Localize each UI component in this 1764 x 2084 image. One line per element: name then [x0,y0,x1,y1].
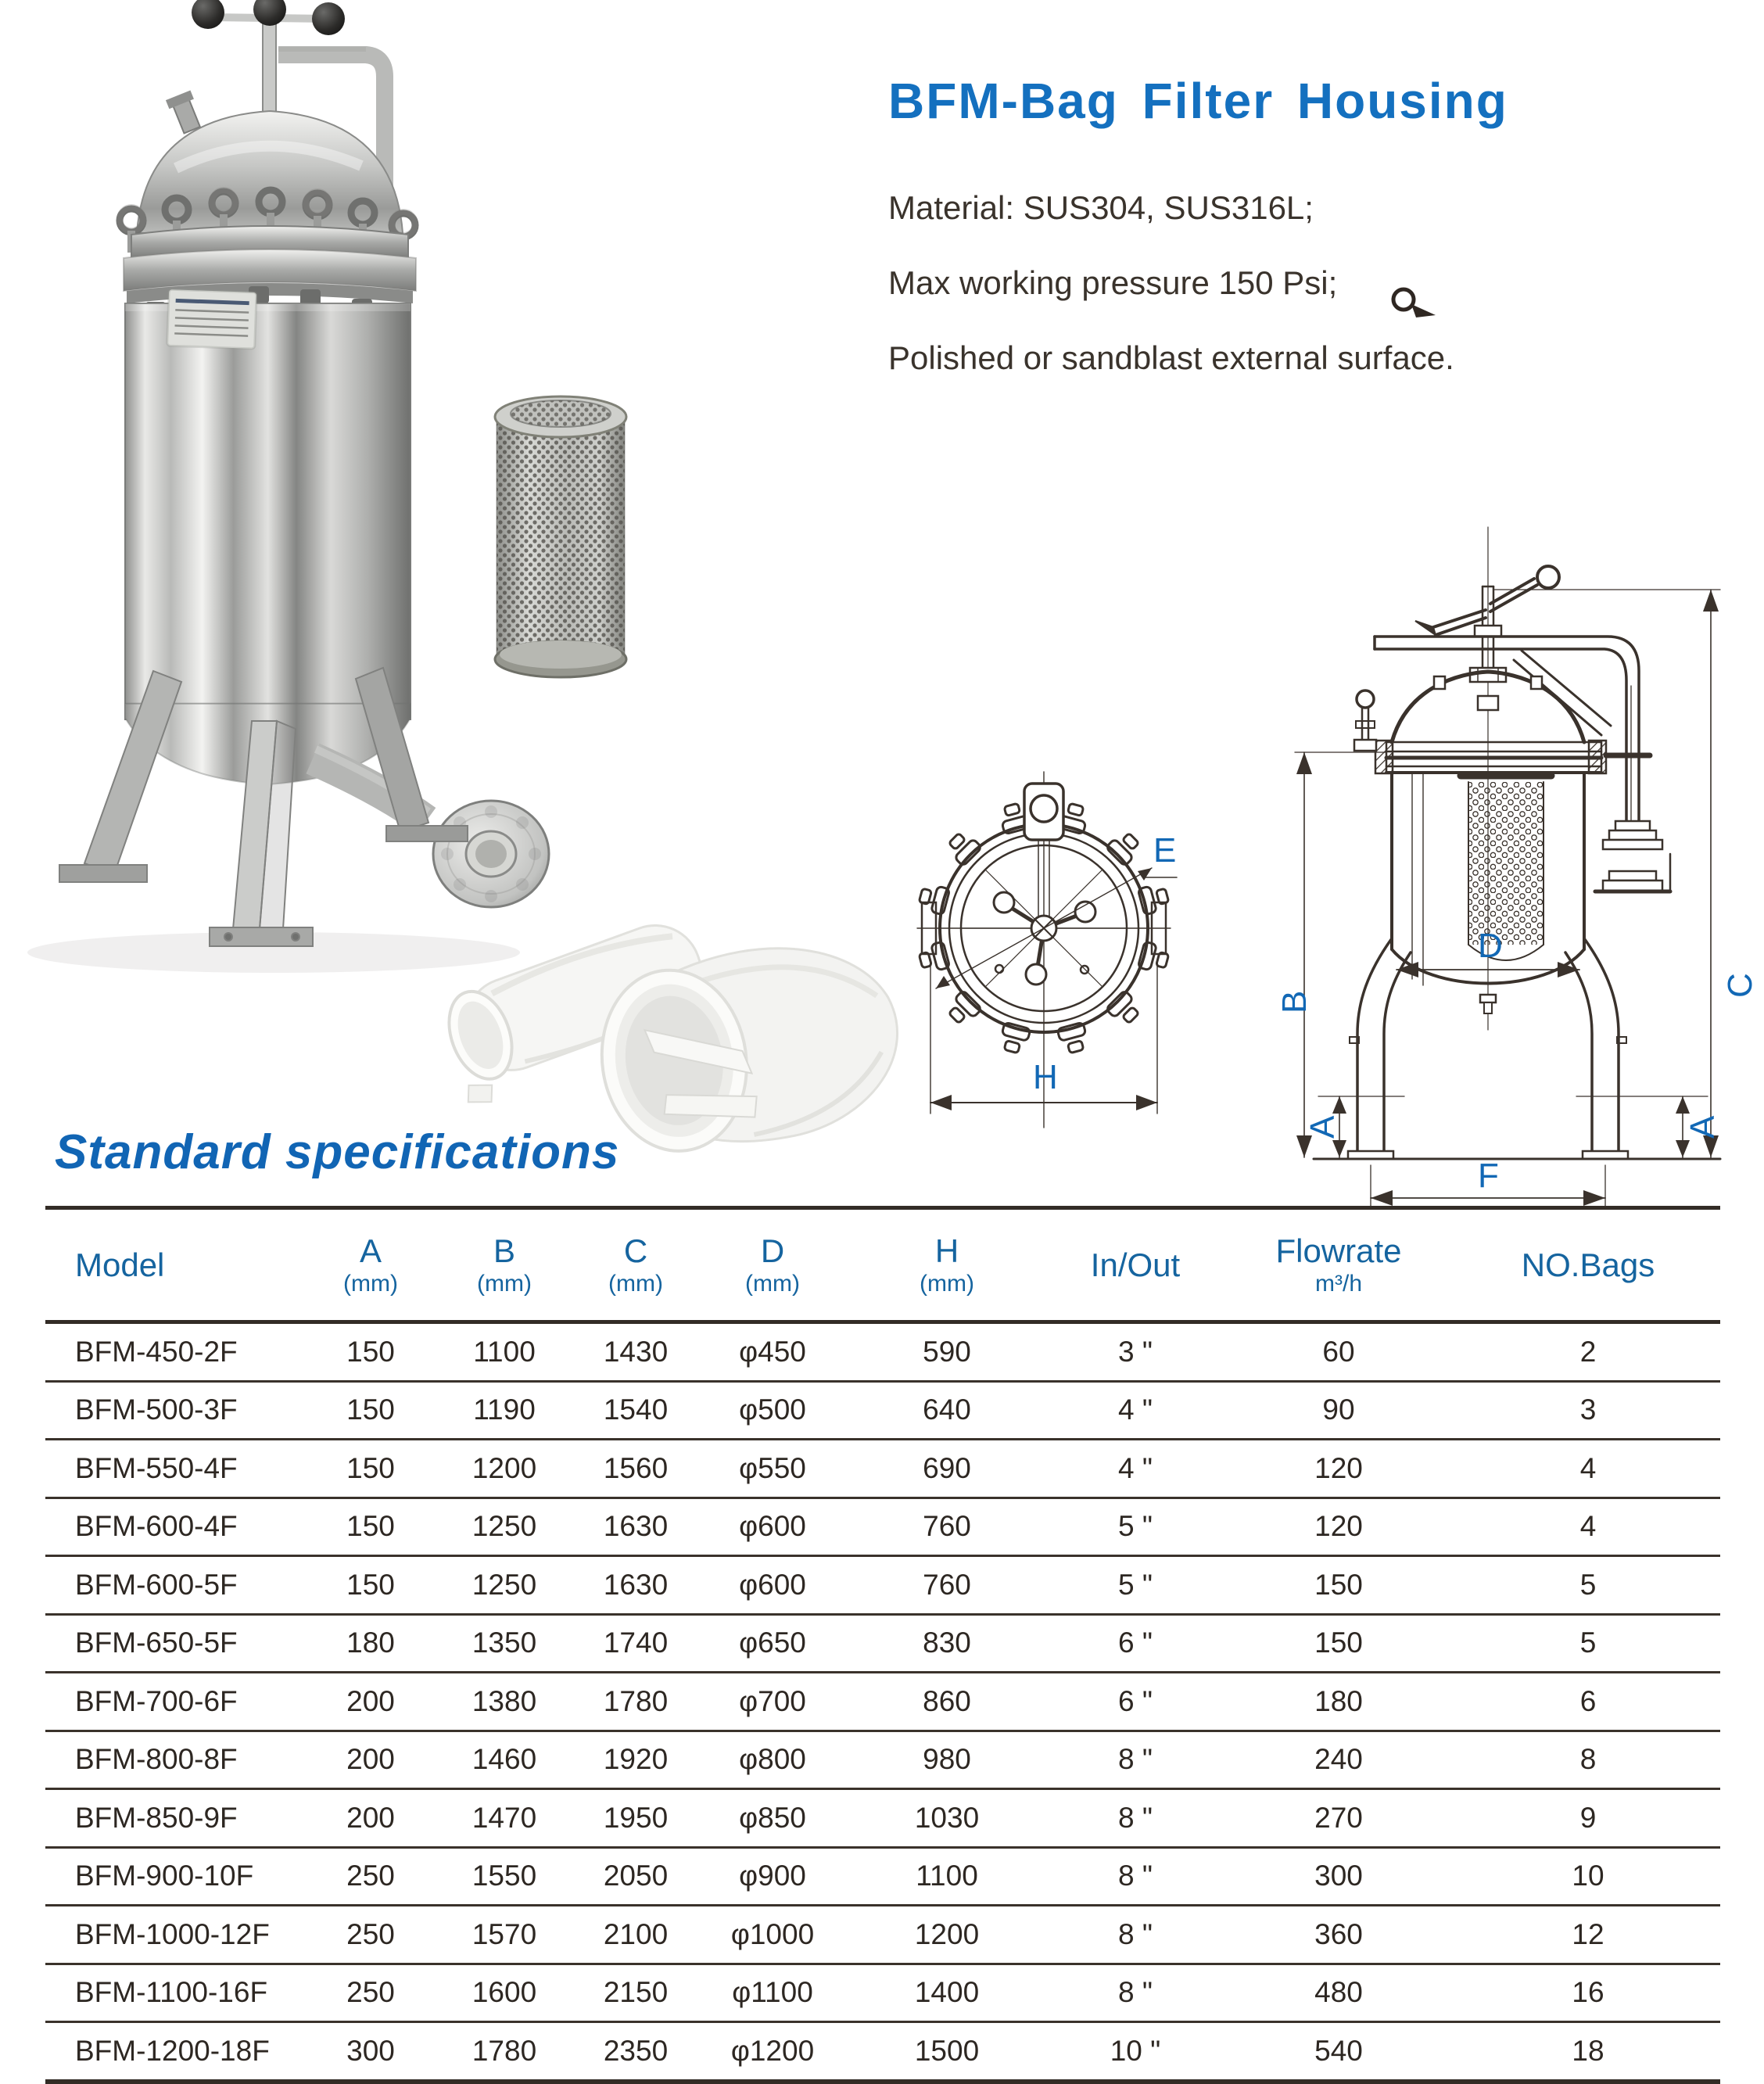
table-cell: φ600 [739,1510,806,1543]
table-cell: BFM-1000-12F [75,1917,270,1950]
table-cell: 4 " [1118,1451,1153,1484]
table-cell: BFM-800-8F [75,1743,238,1776]
table-cell: 590 [923,1335,971,1368]
table-cell: 1190 [473,1394,536,1426]
table-row [45,1440,1720,1499]
table-row [45,1965,1720,2024]
table-cell: 18 [1572,2034,1604,2067]
table-cell: 760 [923,1568,971,1601]
table-cell: 1780 [471,2034,537,2067]
table-row [45,1616,1720,1674]
table-cell: BFM-550-4F [75,1451,238,1484]
dim-label-d: D [1478,927,1503,965]
table-cell: 60 [1322,1335,1355,1368]
table-cell: BFM-850-9F [75,1801,238,1834]
section-heading: Standard specifications [55,1125,620,1179]
table-cell: 1200 [914,1917,980,1950]
spec-table [45,1206,1720,2084]
table-cell: 250 [346,1860,395,1892]
table-cell: φ450 [739,1335,806,1368]
product-description [888,170,1454,396]
table-row [45,1557,1720,1616]
table-cell: 9 [1579,1801,1597,1834]
table-cell: 2 [1579,1335,1597,1368]
column-header-model: Model [75,1246,165,1283]
column-header-h: H (mm) [920,1232,974,1297]
spec-table-body [45,1324,1720,2079]
table-cell: φ850 [739,1801,806,1834]
table-cell: φ700 [739,1684,806,1717]
table-cell: 8 " [1118,1917,1153,1950]
table-cell: φ600 [739,1568,806,1601]
table-cell: 2050 [603,1860,669,1892]
table-cell: 5 [1579,1568,1597,1601]
table-cell: 150 [346,1451,395,1484]
table-cell: BFM-450-2F [75,1335,238,1368]
table-cell: 980 [923,1743,971,1776]
table-cell: 1350 [471,1627,537,1659]
nameplate [167,289,256,349]
dim-label-a-right: A [1683,1115,1722,1139]
dim-label-f: F [1478,1157,1499,1195]
table-cell: 120 [1314,1451,1363,1484]
table-row [45,1673,1720,1732]
table-cell: 270 [1314,1801,1363,1834]
dim-label-a-left: A [1303,1115,1342,1139]
table-cell: 240 [1314,1743,1363,1776]
side-view-drawing [1273,518,1762,1229]
table-cell: BFM-1200-18F [75,2034,270,2067]
table-cell: 1250 [471,1510,537,1543]
table-cell: 4 [1579,1510,1597,1543]
table-cell: 1500 [914,2034,980,2067]
table-cell: 150 [346,1394,395,1426]
table-cell: 300 [346,2034,395,2067]
table-cell: 640 [923,1394,971,1426]
table-cell: BFM-650-5F [75,1627,238,1659]
surface-line: Polished or sandblast external surface. [888,339,1454,376]
table-cell: 1740 [603,1627,669,1659]
table-cell: 1460 [471,1743,537,1776]
table-cell: BFM-900-10F [75,1860,254,1892]
table-cell: φ1200 [730,2034,815,2067]
table-cell: 1630 [603,1510,669,1543]
table-cell: 540 [1314,2034,1363,2067]
table-cell: 16 [1572,1976,1604,2009]
top-view-drawing [887,760,1263,1163]
page-title: BFM-Bag Filter Housing [888,73,1508,129]
table-cell: 5 [1579,1627,1597,1659]
table-cell: 690 [923,1451,971,1484]
table-row [45,1499,1720,1558]
table-cell: 5 " [1118,1510,1153,1543]
column-header-b: B (mm) [477,1232,532,1297]
table-cell: 1540 [603,1394,669,1426]
dim-label-h: H [1033,1058,1058,1096]
table-row [45,1790,1720,1849]
table-cell: 1200 [471,1451,537,1484]
table-cell: 1950 [603,1801,669,1834]
table-cell: 760 [923,1510,971,1543]
table-cell: 1920 [603,1743,669,1776]
table-cell: 180 [1314,1684,1363,1717]
column-header-inout: In/Out [1090,1246,1181,1283]
table-cell: 8 [1579,1743,1597,1776]
vessel-body [125,303,411,719]
table-cell: 1380 [471,1684,537,1717]
table-cell: φ1000 [730,1917,815,1950]
column-header-a: A (mm) [343,1232,398,1297]
table-cell: 150 [1314,1568,1363,1601]
table-cell: 250 [346,1976,395,2009]
table-cell: 150 [346,1335,395,1368]
table-cell: 6 " [1118,1627,1153,1659]
dim-label-c: C [1721,973,1759,998]
column-header-c: C (mm) [608,1232,663,1297]
table-cell: 90 [1322,1394,1355,1426]
table-row [45,1383,1720,1441]
column-header-flowrate: Flowrate m³/h [1275,1232,1402,1297]
column-header-bags: NO.Bags [1521,1246,1655,1283]
table-cell: 3 " [1118,1335,1153,1368]
table-cell: 480 [1314,1976,1363,2009]
table-cell: 120 [1314,1510,1363,1543]
dim-label-e: E [1153,831,1177,870]
table-cell: BFM-600-5F [75,1568,238,1601]
table-cell: 860 [923,1684,971,1717]
table-cell: 1100 [916,1860,978,1892]
table-cell: BFM-1100-16F [75,1976,268,2009]
table-cell: φ800 [739,1743,806,1776]
table-cell: 150 [346,1510,395,1543]
table-cell: 12 [1572,1917,1604,1950]
table-cell: BFM-700-6F [75,1684,238,1717]
table-cell: 2350 [603,2034,669,2067]
table-cell: 200 [346,1743,395,1776]
table-cell: 3 [1579,1394,1597,1426]
table-cell: 4 " [1118,1394,1153,1426]
table-cell: BFM-500-3F [75,1394,238,1426]
table-cell: 200 [346,1684,395,1717]
table-cell: φ650 [739,1627,806,1659]
table-cell: φ1100 [732,1976,813,2009]
table-cell: 1630 [603,1568,669,1601]
pressure-line: Max working pressure 150 Psi; [888,264,1338,301]
table-cell: 8 " [1118,1743,1153,1776]
table-cell: 10 [1572,1860,1604,1892]
table-cell: 4 [1579,1451,1597,1484]
table-cell: φ500 [739,1394,806,1426]
column-header-d: D (mm) [745,1232,800,1297]
table-cell: 830 [923,1627,971,1659]
table-cell: φ900 [739,1860,806,1892]
table-cell: 1430 [603,1335,669,1368]
table-cell: 2100 [603,1917,669,1950]
table-cell: 150 [1314,1627,1363,1659]
basket-strainer-photo [481,379,645,692]
table-cell: 1780 [603,1684,669,1717]
table-cell: 1550 [471,1860,537,1892]
table-cell: 1570 [471,1917,537,1950]
table-row [45,1906,1720,1965]
table-cell: φ550 [739,1451,806,1484]
table-row [45,1849,1720,1907]
table-cell: 2150 [603,1976,669,2009]
table-cell: 360 [1314,1917,1363,1950]
table-cell: 1470 [471,1801,537,1834]
table-cell: BFM-600-4F [75,1510,238,1543]
dim-label-b: B [1275,990,1314,1013]
table-row [45,1732,1720,1791]
table-cell: 10 " [1110,2034,1161,2067]
table-cell: 180 [346,1627,395,1659]
table-row [45,1324,1720,1383]
table-cell: 1100 [473,1335,536,1368]
table-cell: 1600 [471,1976,537,2009]
table-row [45,2023,1720,2079]
table-cell: 1250 [471,1568,537,1601]
table-cell: 1560 [603,1451,669,1484]
table-cell: 8 " [1118,1801,1153,1834]
table-cell: 250 [346,1917,395,1950]
table-cell: 6 [1579,1684,1597,1717]
table-cell: 5 " [1118,1568,1153,1601]
table-cell: 1030 [914,1801,980,1834]
table-cell: 300 [1314,1860,1363,1892]
spec-table-header-row [45,1210,1720,1324]
table-cell: 150 [346,1568,395,1601]
filter-bags-photo [414,820,923,1156]
table-cell: 1400 [914,1976,980,2009]
material-line: Material: SUS304, SUS316L; [888,189,1314,226]
table-cell: 8 " [1118,1860,1153,1892]
table-cell: 8 " [1118,1976,1153,2009]
table-cell: 6 " [1118,1684,1153,1717]
cursor-artifact-icon [1390,286,1440,327]
table-cell: 200 [346,1801,395,1834]
